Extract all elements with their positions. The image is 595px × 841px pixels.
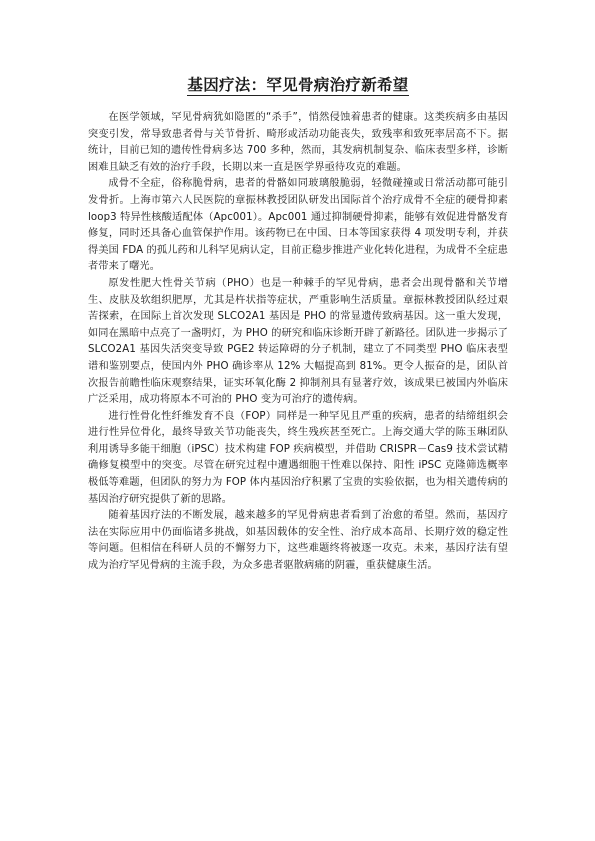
document-title <box>88 74 508 96</box>
document-page <box>88 74 508 575</box>
document-title-text: 基因疗法：罕见骨病治疗新希望 <box>187 76 409 94</box>
paragraph-pho: 原发性肥大性骨关节病（PHO）也是一种棘手的罕见骨病，患者会出现骨骼和关节增生、皮肤及软组织肥厚，尤其是杵状指等症状，严重影响生活质量。章振林教授团队经过艰苦探索，在国际上首次发现 SLCO2A1 基因是 PHO 的常显遗传致病基因。这一重大发现，如同在黑暗中点亮了一盏明灯，为 PHO 的研究和临床诊断开辟了新路径。团队进一步揭示了 SLCO2A1 基因失活突变导致 PGE2 转运障碍的分子机制，建立了不同类型 PHO 临床表型谱和鉴别要点，使国内外 PHO 确诊率从 12% 大幅提高到 81%。更令人振奋的是，团队首次报告前瞻性临床观察结果，证实环氧化酶 2 抑制剂具有显著疗效，该成果已被国内外临床广泛采用，成功将原本不可治的 PHO 变为可治疗的遗传病。 <box>88 277 508 406</box>
paragraph-oi: 成骨不全症，俗称脆骨病，患者的骨骼如同玻璃般脆弱，轻微碰撞或日常活动都可能引发骨折。上海市第六人民医院的章振林教授团队研发出国际首个治疗成骨不全症的硬骨抑素 loop3 特异性核酸适配体（Apc001）。Apc001 通过抑制硬骨抑素，能够有效促进骨骼发育修复，同时还具备心血管保护作用。该药物已在中国、日本等国家获得 4 项发明专利，并获得美国 FDA 的孤儿药和儿科罕见病认定，目前正稳步推进产业化转化进程，为成骨不全症患者带来了曙光。 <box>88 178 508 273</box>
paragraph-intro: 在医学领域，罕见骨病犹如隐匿的“杀手”，悄然侵蚀着患者的健康。这类疾病多由基因突变引发，常导致患者骨与关节骨折、畸形或活动功能丧失，致残率和致死率居高不下。据统计，目前已知的遗传性骨病多达 700 多种，然而，其发病机制复杂、临床表型多样，诊断困难且缺乏有效的治疗手段，长期以来一直是医学界亟待攻克的难题。 <box>88 112 508 173</box>
paragraph-fop: 进行性骨化性纤维发育不良（FOP）同样是一种罕见且严重的疾病，患者的结缔组织会进行性异位骨化，最终导致关节功能丧失，终生残疾甚至死亡。上海交通大学的陈玉琳团队利用诱导多能干细胞（iPSC）技术构建 FOP 疾病模型，并借助 CRISPR－Cas9 技术尝试精确修复模型中的突变。尽管在研究过程中遭遇细胞干性难以保持、阳性 iPSC 克隆筛选概率极低等难题，但团队的努力为 FOP 体内基因治疗积累了宝贵的实验依据，也为相关遗传病的基因治疗研究提供了新的思路。 <box>88 410 508 505</box>
paragraph-conclusion: 随着基因疗法的不断发展，越来越多的罕见骨病患者看到了治愈的希望。然而，基因疗法在实际应用中仍面临诸多挑战，如基因载体的安全性、治疗成本高昂、长期疗效的稳定性等问题。但相信在科研人员的不懈努力下，这些难题终将被逐一攻克。未来，基因疗法有望成为治疗罕见骨病的主流手段，为众多患者驱散病痛的阴霾，重获健康生活。 <box>88 510 508 572</box>
